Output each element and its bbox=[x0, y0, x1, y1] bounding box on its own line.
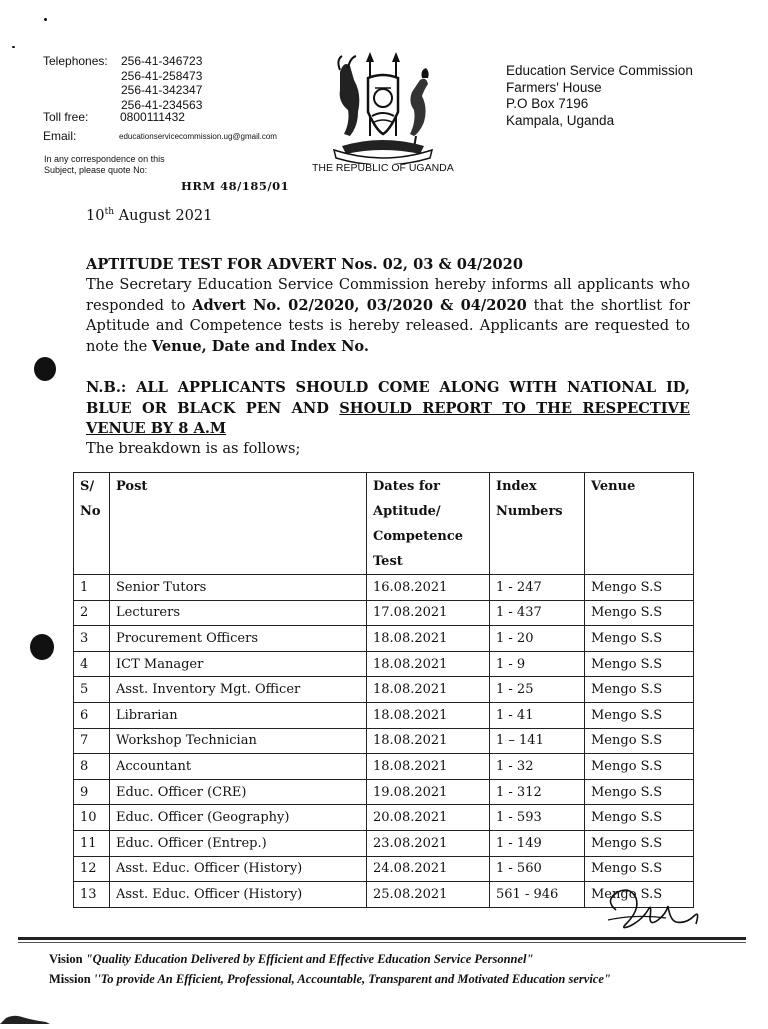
letter-date bbox=[86, 207, 212, 224]
telephone-2: 256-41-258473 bbox=[121, 68, 203, 83]
cell-sno: 7 bbox=[74, 728, 110, 754]
table-row bbox=[74, 600, 694, 626]
table-row bbox=[74, 805, 694, 831]
mission-label: Mission bbox=[49, 972, 91, 986]
vision-label: Vision bbox=[49, 952, 83, 966]
cell-date: 25.08.2021 bbox=[367, 882, 490, 908]
table-body bbox=[74, 575, 694, 908]
tollfree-number: 0800111432 bbox=[120, 110, 185, 124]
correspondence-note bbox=[44, 154, 244, 176]
mission-text: ''To provide An Efficient, Professional, Accountable, Transparent and Motivated Education service" bbox=[93, 972, 611, 986]
cell-date: 17.08.2021 bbox=[367, 600, 490, 626]
cell-venue: Mengo S.S bbox=[585, 702, 694, 728]
mission-statement bbox=[49, 972, 611, 987]
cell-index: 561 - 946 bbox=[490, 882, 585, 908]
cell-post: Accountant bbox=[110, 754, 367, 780]
nb-report-instruction: SHOULD REPORT TO THE RESPECTIVE VENUE BY 8 A.M bbox=[86, 399, 691, 437]
footer-divider-thin bbox=[18, 942, 746, 943]
cell-date: 18.08.2021 bbox=[367, 754, 490, 780]
telephones-label: Telephones: bbox=[43, 54, 108, 68]
cell-index: 1 - 25 bbox=[490, 677, 585, 703]
cell-sno: 10 bbox=[74, 805, 110, 831]
cell-sno: 6 bbox=[74, 702, 110, 728]
cell-date: 18.08.2021 bbox=[367, 677, 490, 703]
cell-sno: 4 bbox=[74, 651, 110, 677]
correspondence-line-2: Subject, please quote No: bbox=[44, 165, 148, 175]
table-row bbox=[74, 575, 694, 601]
scan-speck bbox=[44, 18, 47, 21]
telephone-4: 256-41-234563 bbox=[121, 97, 203, 112]
cell-post: Lecturers bbox=[110, 600, 367, 626]
cell-index: 1 - 437 bbox=[490, 600, 585, 626]
cell-venue: Mengo S.S bbox=[585, 882, 694, 908]
cell-venue: Mengo S.S bbox=[585, 626, 694, 652]
table-row bbox=[74, 754, 694, 780]
address-line-4: Kampala, Uganda bbox=[506, 112, 615, 128]
coat-of-arms-emblem bbox=[328, 50, 438, 164]
email-label: Email: bbox=[43, 129, 77, 143]
contact-block bbox=[43, 54, 303, 144]
cell-venue: Mengo S.S bbox=[585, 830, 694, 856]
breakdown-table bbox=[73, 472, 694, 908]
scan-speck bbox=[12, 46, 15, 48]
date-day: 10 bbox=[86, 207, 105, 224]
cell-post: Asst. Educ. Officer (History) bbox=[110, 882, 367, 908]
footer-divider bbox=[18, 937, 746, 940]
cell-post: Workshop Technician bbox=[110, 728, 367, 754]
cell-sno: 5 bbox=[74, 677, 110, 703]
cell-sno: 3 bbox=[74, 626, 110, 652]
cell-index: 1 – 141 bbox=[490, 728, 585, 754]
cell-date: 23.08.2021 bbox=[367, 830, 490, 856]
breakdown-intro: The breakdown is as follows; bbox=[86, 440, 301, 457]
telephone-3: 256-41-342347 bbox=[121, 83, 203, 97]
cell-sno: 12 bbox=[74, 856, 110, 882]
letter-paragraph bbox=[86, 275, 690, 357]
cell-index: 1 - 20 bbox=[490, 626, 585, 652]
scan-smudge bbox=[0, 1008, 50, 1024]
cell-sno: 8 bbox=[74, 754, 110, 780]
reference-number: HRM 48/185/01 bbox=[181, 179, 290, 193]
address-line-1: Education Service Commission bbox=[506, 63, 693, 78]
address-line-2: Farmers' House bbox=[506, 79, 602, 95]
cell-venue: Mengo S.S bbox=[585, 575, 694, 601]
cell-post: Senior Tutors bbox=[110, 575, 367, 601]
nb-notice bbox=[86, 378, 690, 440]
cell-sno: 1 bbox=[74, 575, 110, 601]
cell-index: 1 - 149 bbox=[490, 830, 585, 856]
cell-post: Educ. Officer (CRE) bbox=[110, 779, 367, 805]
paragraph-advert-numbers: Advert No. 02/2020, 03/2020 & 04/2020 bbox=[192, 296, 527, 314]
cell-index: 1 - 41 bbox=[490, 702, 585, 728]
tollfree-label: Toll free: bbox=[43, 110, 89, 124]
cell-venue: Mengo S.S bbox=[585, 677, 694, 703]
cell-sno: 11 bbox=[74, 830, 110, 856]
header-sno: S/ No bbox=[74, 473, 110, 575]
paragraph-text-1: The Secretary Education Service Commission hereby informs all applicants who responded to bbox=[86, 276, 690, 314]
cell-date: 18.08.2021 bbox=[367, 626, 490, 652]
telephone-1: 256-41-346723 bbox=[121, 54, 203, 68]
table-row bbox=[74, 779, 694, 805]
signature bbox=[596, 880, 706, 938]
header-venue: Venue bbox=[585, 473, 694, 575]
table-row bbox=[74, 702, 694, 728]
address-line-3: P.O Box 7196 bbox=[506, 96, 589, 111]
cell-date: 18.08.2021 bbox=[367, 651, 490, 677]
cell-date: 18.08.2021 bbox=[367, 702, 490, 728]
cell-post: Procurement Officers bbox=[110, 626, 367, 652]
cell-date: 24.08.2021 bbox=[367, 856, 490, 882]
cell-index: 1 - 32 bbox=[490, 754, 585, 780]
cell-sno: 9 bbox=[74, 779, 110, 805]
address-block bbox=[506, 63, 693, 129]
header-dates: Dates for Aptitude/ Competence Test bbox=[367, 473, 490, 575]
table-header-row bbox=[74, 473, 694, 575]
paragraph-venue-note: Venue, Date and Index No. bbox=[151, 337, 369, 355]
table-row bbox=[74, 830, 694, 856]
cell-index: 1 - 593 bbox=[490, 805, 585, 831]
vision-text: "Quality Education Delivered by Efficient and Effective Education Service Personnel" bbox=[85, 952, 534, 966]
cell-index: 1 - 312 bbox=[490, 779, 585, 805]
cell-venue: Mengo S.S bbox=[585, 805, 694, 831]
cell-sno: 13 bbox=[74, 882, 110, 908]
punch-hole bbox=[30, 634, 54, 660]
paragraph-text-2: that the shortlist for Aptitude and Competence tests is hereby released. Applicants are requested to note the bbox=[86, 296, 690, 355]
cell-sno: 2 bbox=[74, 600, 110, 626]
table-row bbox=[74, 856, 694, 882]
cell-date: 19.08.2021 bbox=[367, 779, 490, 805]
vision-statement bbox=[49, 952, 533, 967]
cell-post: Educ. Officer (Geography) bbox=[110, 805, 367, 831]
table-row bbox=[74, 651, 694, 677]
cell-post: Asst. Educ. Officer (History) bbox=[110, 856, 367, 882]
cell-venue: Mengo S.S bbox=[585, 600, 694, 626]
header-post: Post bbox=[110, 473, 367, 575]
cell-post: Asst. Inventory Mgt. Officer bbox=[110, 677, 367, 703]
email-address: educationservicecommission.ug@gmail.com bbox=[119, 132, 277, 141]
table-row bbox=[74, 677, 694, 703]
cell-date: 16.08.2021 bbox=[367, 575, 490, 601]
header-index: Index Numbers bbox=[490, 473, 585, 575]
date-suffix: th bbox=[104, 207, 114, 218]
cell-date: 18.08.2021 bbox=[367, 728, 490, 754]
republic-caption: THE REPUBLIC OF UGANDA bbox=[312, 162, 454, 174]
cell-venue: Mengo S.S bbox=[585, 754, 694, 780]
cell-index: 1 - 247 bbox=[490, 575, 585, 601]
nb-text: N.B.: ALL APPLICANTS SHOULD COME ALONG WITH NATIONAL ID, BLUE OR BLACK PEN AND bbox=[86, 379, 690, 417]
table-row bbox=[74, 626, 694, 652]
cell-venue: Mengo S.S bbox=[585, 779, 694, 805]
cell-post: Librarian bbox=[110, 702, 367, 728]
cell-venue: Mengo S.S bbox=[585, 651, 694, 677]
cell-venue: Mengo S.S bbox=[585, 728, 694, 754]
cell-date: 20.08.2021 bbox=[367, 805, 490, 831]
table-row bbox=[74, 728, 694, 754]
cell-index: 1 - 560 bbox=[490, 856, 585, 882]
cell-venue: Mengo S.S bbox=[585, 856, 694, 882]
cell-index: 1 - 9 bbox=[490, 651, 585, 677]
cell-post: Educ. Officer (Entrep.) bbox=[110, 830, 367, 856]
punch-hole bbox=[34, 357, 56, 381]
letter-title: APTITUDE TEST FOR ADVERT Nos. 02, 03 & 04/2020 bbox=[86, 256, 523, 273]
correspondence-line-1: In any correspondence on this bbox=[44, 154, 165, 164]
cell-post: ICT Manager bbox=[110, 651, 367, 677]
date-month-year: August 2021 bbox=[118, 207, 213, 224]
